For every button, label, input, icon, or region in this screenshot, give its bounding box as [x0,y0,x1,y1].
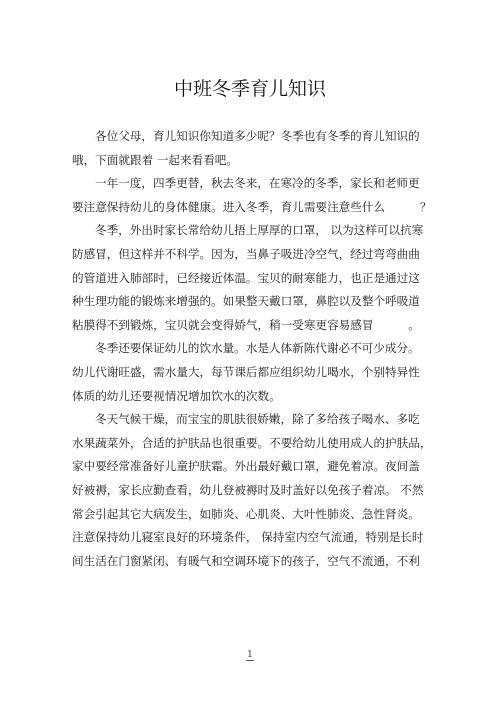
text-line: 冬季，外出时家长常给幼儿捂上厚厚的口罩， 以为这样可以抗寒 [95,223,424,238]
text-line: 注意保持幼儿寝室良好的环境条件， 保持室内空气流通，特别是长时 [72,530,424,545]
text-line: 的管道进入肺部时，已经接近体温。宝贝的耐寒能力，也正是通过这 [72,270,420,285]
document-body [72,125,434,573]
document-title: 中班冬季育儿知识 [173,78,326,100]
text-line: 好被褥，家长应勤查看，幼儿登被褥时及时盖好以免孩子着凉。 不然 [72,482,424,497]
text-line: 幼儿代谢旺盛，需水量大，每节课后都应组织幼儿喝水，个别特异性 [72,364,420,379]
text-line: 水果蔬菜外，合适的护肤品也很重要。不要给幼儿使用成人的护肤品， [72,435,432,450]
text-line: 粘膜得不到锻炼，宝贝就会变得娇气，稍一受寒更容易感冒 。 [72,317,420,332]
text-line: 哦，下面就跟着 一起来看看吧。 [72,152,238,167]
page-number [0,650,500,660]
text-line: 一年一度，四季更替，秋去冬来，在寒冷的冬季，家长和老师更 [95,176,420,191]
text-line: 种生理功能的锻炼来增强的。如果整天戴口罩，鼻腔以及整个呼吸道 [72,294,420,309]
text-line: 要注意保持幼儿的身体健康。进入冬季，育儿需要注意些什么 ？ [72,199,432,214]
text-line: 冬天气候干燥，而宝宝的肌肤很娇嫩，除了多给孩子喝水、多吃 [95,412,420,427]
text-line: 间生活在门窗紧闭、有暖气和空调环境下的孩子，空气不流通，不利 [72,553,420,568]
text-line: 冬季还要保证幼儿的饮水量。水是人体新陈代谢必不可少成分。 [95,341,420,356]
text-line: 家中要经常准备好儿童护肤霜。外出最好戴口罩，避免着凉。夜间盖 [72,459,420,474]
text-line: 常会引起其它大病发生，如肺炎、心肌炎、大叶性肺炎、急性肾炎。 [72,506,420,521]
text-line: 防感冒，但这样并不科学。因为，当鼻子吸进冷空气，经过弯弯曲曲 [72,246,420,261]
text-line: 各位父母，育儿知识你知道多少呢？冬季也有冬季的育儿知识的 [95,129,420,143]
page-number-value: 1 [247,650,253,660]
text-line: 体质的幼儿还要视情况增加饮水的次数。 [72,388,281,403]
